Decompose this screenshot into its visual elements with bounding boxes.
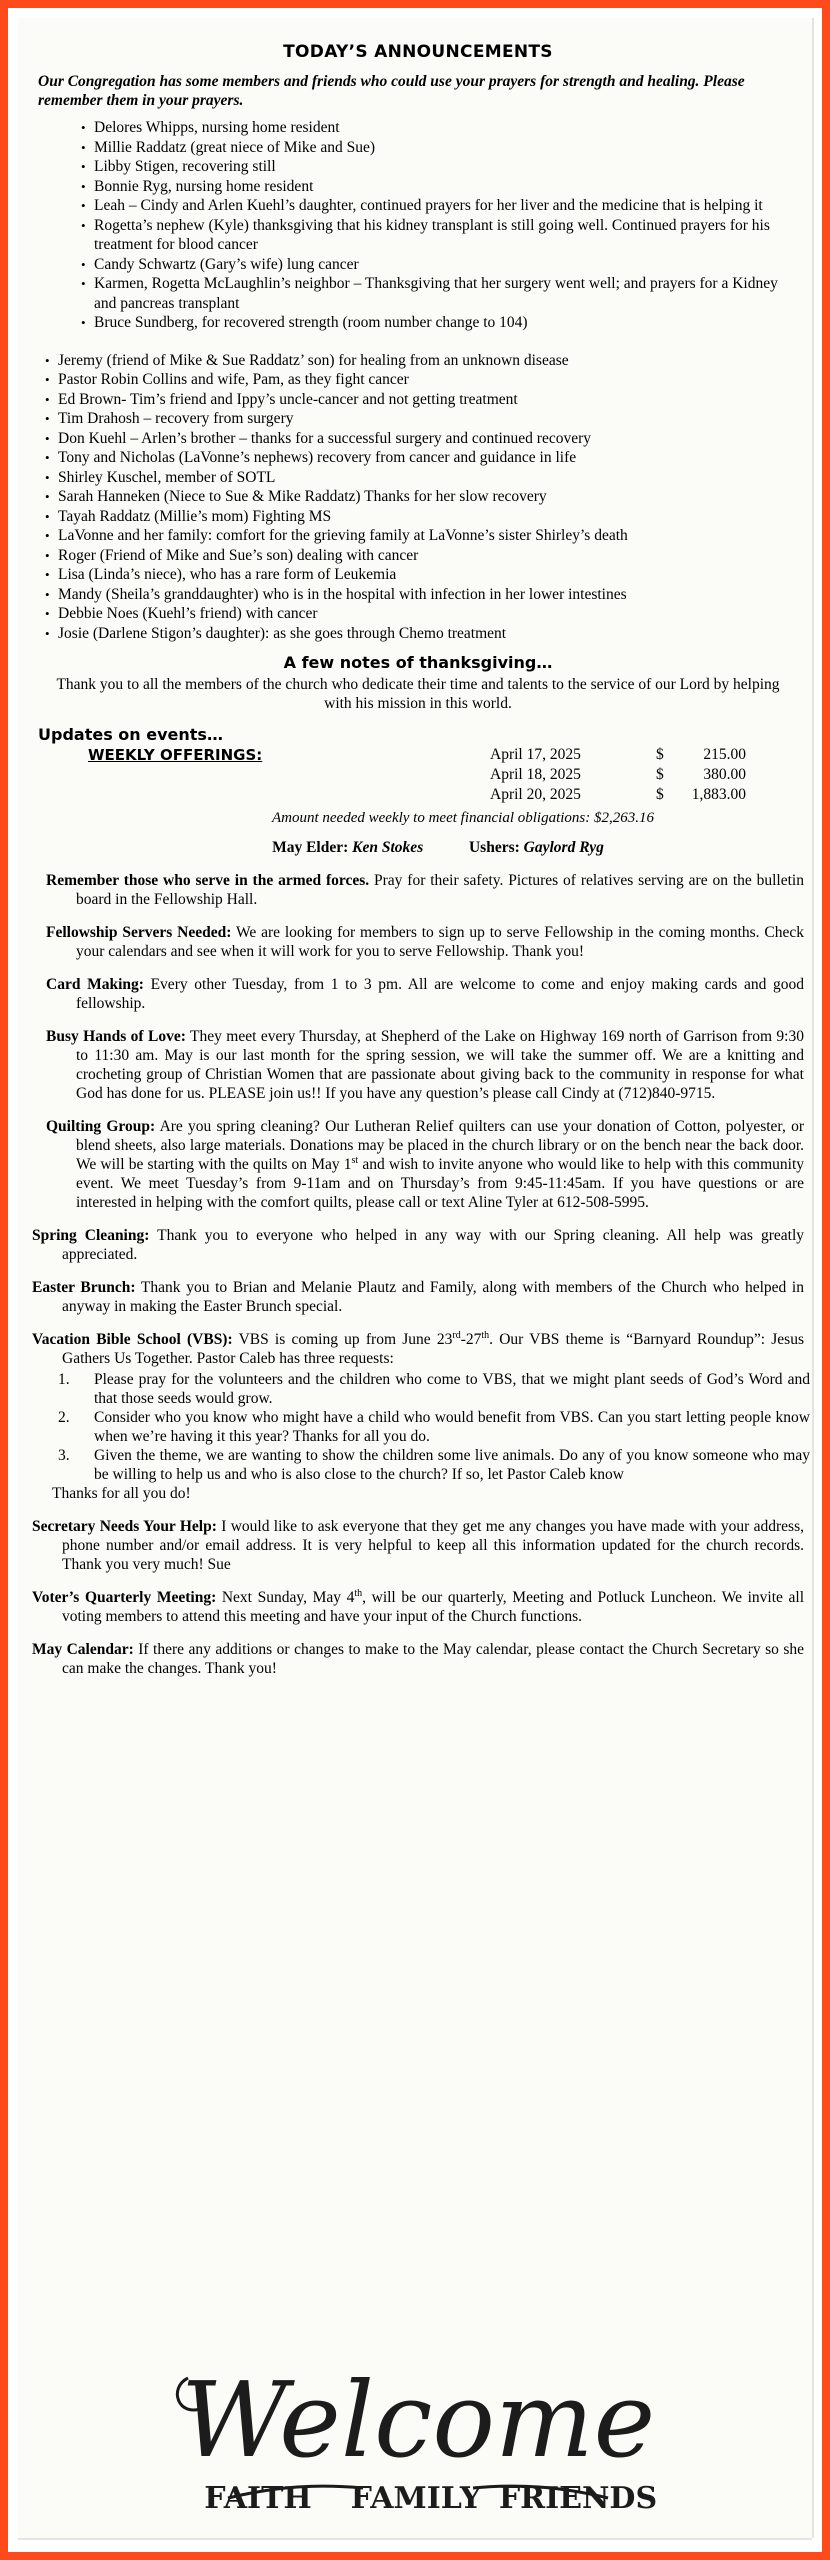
vbs-request-number: 3.: [58, 1447, 70, 1464]
secretary-text: I would like to ask everyone that they get me any changes you have made with your address, phone number and/or email address. It is very helpful to keep all this information updated for the church records. Thank you very much! Sue: [62, 1518, 804, 1573]
updates-heading: Updates on events…: [38, 725, 223, 744]
welcome-graphic: [18, 2348, 812, 2528]
prayer-list-item: [45, 351, 798, 371]
secretary-heading: Secretary Needs Your Help:: [32, 1518, 217, 1535]
vbs-text: VBS is coming up from June 23: [232, 1331, 453, 1348]
card-making-heading: Card Making:: [46, 976, 144, 993]
thanksgiving-heading: A few notes of thanksgiving…: [283, 653, 553, 672]
prayer-list-item: [45, 624, 798, 644]
prayer-item-text: Roger (Friend of Mike and Sue’s son) dealing with cancer: [58, 546, 419, 564]
word-faith: FAITH: [204, 2481, 312, 2516]
quilting-text: Are you spring cleaning? Our Lutheran Relief quilters can use your donation of Cotton, polyester, or blend sheets, also large materials. Donations may be placed in the church library or on the bench near the back door. We will be starting with the quilts on May 1: [76, 1118, 804, 1173]
prayer-list-item: [45, 409, 798, 429]
prayer-item-text: Karmen, Rogetta McLaughlin’s neighbor – Thanksgiving that her surgery went well; and prayers for a Kidney and pancreas transplant: [94, 275, 778, 312]
prayer-item-text: Josie (Darlene Stigon’s daughter): as she goes through Chemo treatment: [58, 624, 507, 642]
prayer-list-secondary: [32, 351, 798, 644]
prayer-list-item: [45, 546, 798, 566]
prayer-item-text: Bruce Sundberg, for recovered strength (room number change to 104): [94, 314, 528, 331]
armed-forces-heading: Remember those who serve in the armed forces.: [46, 872, 370, 889]
vbs-request-number: 1.: [58, 1371, 70, 1388]
prayer-item-text: Jeremy (friend of Mike & Sue Raddatz’ son) for healing from an unknown disease: [58, 351, 569, 369]
easter-brunch-text: Thank you to Brian and Melanie Plautz and Family, along with members of the Church who helped in anyway in making the Easter Brunch special.: [62, 1279, 804, 1315]
elder-ushers-line: [32, 839, 804, 857]
prayer-item-text: Tayah Raddatz (Millie’s mom) Fighting MS: [58, 507, 332, 525]
prayer-list-item: [45, 585, 798, 605]
offering-amount: 215.00: [703, 746, 746, 763]
prayer-list-item: [81, 313, 799, 333]
prayer-item-text: Libby Stigen, recovering still: [94, 158, 276, 175]
quilting-note: [32, 1117, 804, 1212]
quilting-text-cont: and wish to invite anyone who would like to help with this community event. We meet Tuesday’s from 9-11am and on Thursday’s from 9:45-11:45am. If you have questions or are interested in helping with the comfort quilts, please call or text Aline Tyler at 612-508-5995.: [76, 1156, 805, 1211]
bullet-icon: •: [45, 528, 50, 543]
bullet-icon: •: [45, 547, 50, 563]
prayer-item-text: Mandy (Sheila’s granddaughter) who is in the hospital with infection in her lower intestines: [58, 585, 627, 603]
bullet-icon: •: [81, 276, 86, 291]
bullet-icon: •: [45, 625, 50, 641]
currency-symbol: $: [656, 786, 664, 803]
prayer-item-text: Ed Brown- Tim’s friend and Ippy’s uncle-cancer and not getting treatment: [58, 390, 518, 408]
prayer-list-item: [81, 177, 799, 197]
prayer-list-item: [81, 216, 799, 255]
prayer-list-item: [45, 390, 798, 410]
offering-row: [490, 746, 790, 766]
quilting-heading: Quilting Group:: [46, 1118, 156, 1135]
busy-hands-note: [32, 1027, 804, 1103]
bullet-icon: •: [81, 159, 86, 174]
spring-cleaning-heading: Spring Cleaning:: [32, 1227, 150, 1244]
fellowship-note: [32, 923, 804, 961]
prayer-item-text: Candy Schwartz (Gary’s wife) lung cancer: [94, 255, 359, 273]
thanksgiving-text: Thank you to all the members of the church who dedicate their time and talents to the service of our Lord by helping with his mission in this world.: [56, 676, 780, 712]
prayer-item-text: Shirley Kuschel, member of SOTL: [58, 468, 276, 486]
prayer-item-text: Don Kuehl – Arlen’s brother – thanks for a successful surgery and continued recovery: [58, 429, 592, 447]
vbs-text-2: -27: [460, 1331, 482, 1348]
vbs-request-text: Consider who you know who might have a child who would benefit from VBS. Can you start letting people know when we’re having it this year? Thanks for all you do.: [94, 1409, 810, 1445]
vbs-note: [32, 1330, 804, 1368]
quilting-ordinal: st: [351, 1154, 359, 1166]
prayer-item-text: Debbie Noes (Kuehl’s friend) with cancer: [58, 605, 318, 622]
bullet-icon: •: [45, 567, 50, 582]
bullet-icon: •: [45, 372, 50, 387]
bulletin-page: [18, 18, 812, 2538]
bulletin-content: [32, 42, 810, 1692]
page-title: TODAY’S ANNOUNCEMENTS: [283, 42, 553, 62]
offering-date: April 17, 2025: [490, 746, 581, 763]
elder-label: May Elder:: [272, 839, 349, 856]
prayer-item-text: Sarah Hanneken (Niece to Sue & Mike Raddatz) Thanks for her slow recovery: [58, 488, 547, 505]
prayer-list-item: [81, 118, 799, 138]
prayer-list-item: [45, 370, 798, 390]
vbs-ordinal-2: th: [481, 1329, 490, 1341]
offering-row: [490, 766, 790, 786]
bullet-icon: •: [81, 120, 86, 135]
word-friends: FRIENDS: [498, 2481, 658, 2516]
card-making-text: Every other Tuesday, from 1 to 3 pm. All are welcome to come and enjoy making cards and good fellowship.: [76, 976, 804, 1012]
offering-row: [490, 786, 790, 806]
prayer-list-item: [81, 157, 799, 177]
bullet-icon: •: [81, 217, 86, 233]
fellowship-heading: Fellowship Servers Needed:: [46, 924, 232, 941]
easter-brunch-note: [32, 1278, 804, 1316]
prayer-list-primary: [32, 118, 799, 333]
spring-cleaning-note: [32, 1226, 804, 1264]
bullet-icon: •: [81, 315, 86, 330]
prayer-item-text: Leah – Cindy and Arlen Kuehl’s daughter, continued prayers for her liver and the medicine that is helping it: [94, 197, 763, 214]
welcome-script: Welcome: [180, 2359, 656, 2481]
prayer-item-text: Tim Drahosh – recovery from surgery: [58, 410, 294, 427]
bullet-icon: •: [45, 450, 50, 465]
busy-hands-heading: Busy Hands of Love:: [46, 1028, 186, 1045]
vbs-request-item: [52, 1370, 810, 1408]
prayer-list-item: [45, 448, 798, 468]
welcome-banner: [18, 2348, 812, 2528]
currency-symbol: $: [656, 746, 664, 763]
easter-brunch-heading: Easter Brunch:: [32, 1279, 136, 1296]
offerings-label: WEEKLY OFFERINGS:: [88, 746, 263, 764]
prayer-list-item: [45, 565, 798, 585]
ushers-name: Gaylord Ryg: [523, 839, 604, 856]
card-making-note: [32, 975, 804, 1013]
prayer-list-item: [45, 487, 798, 507]
fellowship-text: We are looking for members to sign up to serve Fellowship in the coming months. Check your calendars and see when it will work for you to serve Fellowship. Thank you!: [76, 924, 805, 960]
bullet-icon: •: [45, 411, 50, 426]
bullet-icon: •: [45, 469, 50, 485]
bullet-icon: •: [81, 256, 86, 272]
prayer-list-item: [45, 429, 798, 449]
offering-amount: 380.00: [703, 766, 746, 783]
offering-date: April 18, 2025: [490, 766, 581, 783]
prayer-list-item: [81, 196, 799, 216]
vbs-ordinal-1: rd: [452, 1329, 461, 1341]
ushers-label: Ushers:: [468, 839, 520, 856]
prayer-list-item: [81, 255, 799, 275]
vbs-request-number: 2.: [58, 1409, 70, 1426]
bullet-icon: •: [81, 198, 86, 213]
vbs-request-text: Please pray for the volunteers and the children who come to VBS, that we might plant seeds of God’s Word and that those seeds would grow.: [94, 1371, 810, 1407]
prayer-list-item: [45, 468, 798, 488]
offering-date: April 20, 2025: [490, 786, 581, 803]
vbs-request-text: Given the theme, we are wanting to show the children some live animals. Do any of you know someone who may be willing to help us and who is also close to the church? If so, let Pastor Caleb know: [94, 1447, 810, 1483]
bullet-icon: •: [45, 508, 50, 524]
prayer-item-text: Delores Whipps, nursing home resident: [94, 119, 340, 136]
vbs-requests-list: [32, 1370, 810, 1484]
vbs-text-3: . Our VBS theme is “Barnyard Roundup”: Jesus Gathers Us Together. Pastor Caleb has three requests:: [62, 1331, 804, 1367]
bullet-icon: •: [81, 178, 86, 194]
bullet-icon: •: [81, 139, 86, 155]
prayer-item-text: Millie Raddatz (great niece of Mike and Sue): [94, 138, 376, 156]
bullet-icon: •: [45, 430, 50, 446]
word-family: FAMILY: [350, 2481, 482, 2516]
busy-hands-text: They meet every Thursday, at Shepherd of the Lake on Highway 169 north of Garrison from 9:30 to 11:30 am. May is our last month for the spring session, we will take the summer off. We are a knitting and crocheting group of Christian Women that are passionate about giving back to the community in response for what God has done for us. PLEASE join us!! If you have any question’s please call Cindy at (712)840-9715.: [76, 1028, 804, 1102]
bullet-icon: •: [45, 352, 50, 368]
spring-cleaning-text: Thank you to everyone who helped in any way with our Spring cleaning. All help was greatly appreciated.: [62, 1227, 805, 1263]
may-calendar-note: [32, 1640, 804, 1678]
vbs-request-item: [52, 1408, 810, 1446]
bullet-icon: •: [45, 489, 50, 504]
prayer-item-text: Bonnie Ryg, nursing home resident: [94, 177, 314, 195]
prayer-item-text: Pastor Robin Collins and wife, Pam, as they fight cancer: [58, 371, 409, 388]
prayer-list-item: [45, 604, 798, 624]
prayer-list-item: [45, 507, 798, 527]
voters-meeting-text: Next Sunday, May 4: [216, 1589, 355, 1606]
prayer-intro: Our Congregation has some members and friends who could use your prayers for strength and healing. Please remember them in your prayers.: [38, 73, 745, 109]
amount-needed: Amount needed weekly to meet financial obligations: $2,263.16: [271, 810, 654, 826]
elder-name: Ken Stokes: [352, 839, 424, 856]
bullet-icon: •: [45, 606, 50, 621]
prayer-list-item: [45, 526, 798, 546]
vbs-heading: Vacation Bible School (VBS):: [32, 1331, 233, 1348]
vbs-request-item: [52, 1446, 810, 1484]
vbs-thanks: Thanks for all you do!: [52, 1485, 191, 1502]
prayer-item-text: Tony and Nicholas (LaVonne’s nephews) recovery from cancer and guidance in life: [58, 449, 577, 466]
prayer-item-text: Rogetta’s nephew (Kyle) thanksgiving that his kidney transplant is still going well. Continued prayers for his treatment for blood cancer: [94, 216, 770, 253]
offering-amount: 1,883.00: [691, 786, 746, 803]
voters-ordinal: th: [354, 1587, 363, 1599]
armed-forces-text: Pray for their safety. Pictures of relatives serving are on the bulletin board in the Fellowship Hall.: [76, 872, 804, 908]
weekly-offerings: [32, 746, 804, 806]
prayer-item-text: Lisa (Linda’s niece), who has a rare form of Leukemia: [58, 566, 397, 583]
armed-forces-note: [32, 871, 804, 909]
prayer-item-text: LaVonne and her family: comfort for the grieving family at LaVonne’s sister Shirley’s death: [58, 527, 628, 544]
currency-symbol: $: [656, 766, 664, 783]
voters-meeting-note: [32, 1588, 804, 1626]
voters-meeting-text-cont: , will be our quarterly, Meeting and Potluck Luncheon. We invite all voting members to attend this meeting and have your input of the Church functions.: [62, 1589, 804, 1625]
voters-meeting-heading: Voter’s Quarterly Meeting:: [32, 1589, 217, 1606]
prayer-list-item: [81, 138, 799, 158]
secretary-note: [32, 1517, 804, 1574]
may-calendar-text: If there any additions or changes to make to the May calendar, please contact the Church Secretary so she can make the changes. Thank you!: [62, 1641, 804, 1677]
may-calendar-heading: May Calendar:: [32, 1641, 134, 1658]
bullet-icon: •: [45, 586, 50, 602]
bullet-icon: •: [45, 391, 50, 407]
prayer-list-item: [81, 274, 799, 313]
